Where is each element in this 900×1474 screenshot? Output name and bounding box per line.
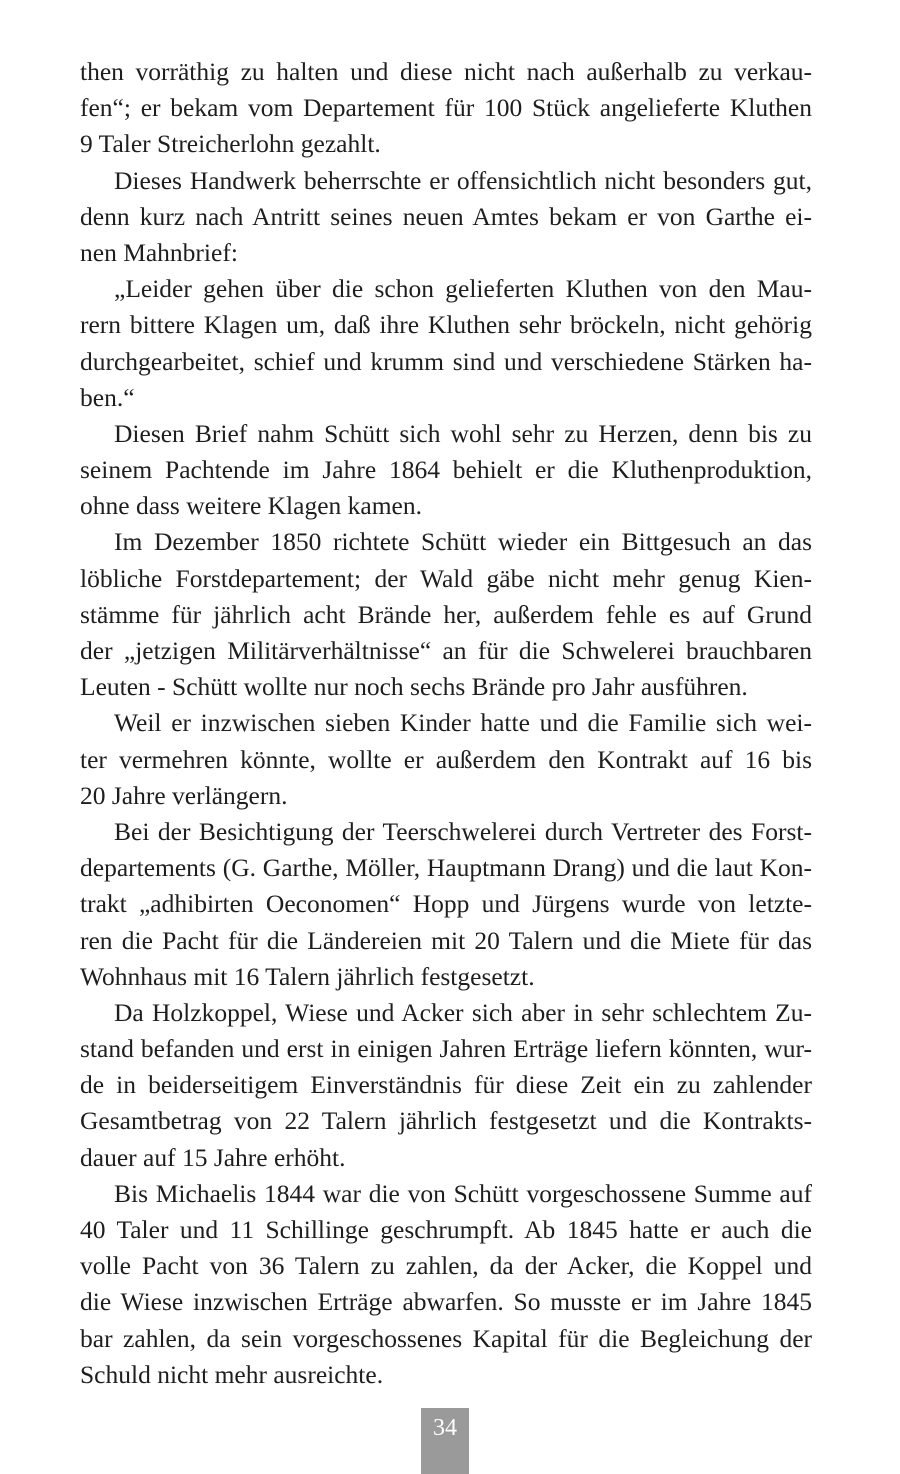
text-line: rern bittere Klagen um, daß ihre Kluthen sehr bröckeln, nicht gehörig [80, 310, 812, 340]
text-line: stand befanden und erst in einigen Jahren Erträge liefern könnten, wur- [80, 1034, 812, 1064]
text-line: Da Holzkoppel, Wiese und Acker sich aber in sehr schlechtem Zu- [114, 997, 812, 1027]
text-line: volle Pacht von 36 Talern zu zahlen, da der Acker, die Koppel und [80, 1251, 812, 1281]
text-line: Leuten - Schütt wollte nur noch sechs Brände pro Jahr ausführen. [80, 672, 748, 702]
text-line: nen Mahnbrief: [80, 237, 238, 267]
text-line: durchgearbeitet, schief und krumm sind und verschiedene Stärken ha- [80, 346, 812, 376]
paragraph-9 [80, 1176, 812, 1393]
text-line: 40 Taler und 11 Schillinge geschrumpft. Ab 1845 hatte er auch die [80, 1215, 812, 1244]
text-line: stämme für jährlich acht Brände her, außerdem fehle es auf Grund [80, 599, 812, 629]
text-line: Bis Michaelis 1844 war die von Schütt vorgeschossene Summe auf [114, 1178, 812, 1208]
text-line: seinem Pachtende im Jahre 1864 behielt er die Kluthenproduktion, [80, 455, 812, 485]
text-line: de in beiderseitigem Einverständnis für diese Zeit ein zu zahlender [80, 1070, 812, 1100]
text-line: 9 Taler Streicherlohn gezahlt. [80, 129, 381, 159]
text-line: Schuld nicht mehr ausreichte. [80, 1359, 384, 1389]
text-line: „Leider gehen über die schon gelieferten Kluthen von den Mau- [114, 274, 812, 304]
text-line: ter vermehren könnte, wollte er außerdem den Kontrakt auf 16 bis [80, 744, 812, 774]
text-line: Weil er inzwischen sieben Kinder hatte und die Familie sich wei- [114, 708, 812, 738]
text-line: Im Dezember 1850 richtete Schütt wieder ein Bittgesuch an das [114, 527, 812, 557]
text-line: löbliche Forstdepartement; der Wald gäbe nicht mehr genug Kien- [80, 563, 812, 593]
paragraph-2 [80, 163, 812, 272]
text-line: denn kurz nach Antritt seines neuen Amtes bekam er von Garthe ei- [80, 201, 812, 231]
text-line: Dieses Handwerk beherrschte er offensichtlich nicht besonders gut, [114, 165, 812, 195]
text-line: Wohnhaus mit 16 Talern jährlich festgesetzt. [80, 961, 535, 991]
text-line: trakt „adhibirten Oeconomen“ Hopp und Jürgens wurde von letzte- [80, 889, 812, 919]
text-line: die Wiese inzwischen Erträge abwarfen. So musste er im Jahre 1845 [80, 1287, 812, 1317]
text-line: Bei der Besichtigung der Teerschwelerei durch Vertreter des Forst- [114, 816, 812, 846]
paragraph-3-quote [80, 271, 812, 416]
paragraph-7 [80, 814, 812, 995]
text-line: der „jetzigen Militärverhältnisse“ an für die Schwelerei brauchbaren [80, 636, 812, 665]
text-line: ren die Pacht für die Ländereien mit 20 Talern und die Miete für das [80, 925, 812, 955]
text-line: then vorräthig zu halten und diese nicht nach außerhalb zu verkau- [80, 57, 812, 86]
paragraph-1 [80, 54, 812, 163]
text-line: Diesen Brief nahm Schütt sich wohl sehr zu Herzen, denn bis zu [114, 418, 812, 448]
text-line: ohne dass weitere Klagen kamen. [80, 491, 422, 521]
paragraph-5 [80, 524, 812, 705]
text-line: departements (G. Garthe, Möller, Hauptmann Drang) und die laut Kon- [80, 853, 812, 883]
text-line: fen“; er bekam vom Departement für 100 Stück angelieferte Kluthen [80, 93, 812, 123]
text-line: Gesamtbetrag von 22 Talern jährlich festgesetzt und die Kontrakts- [80, 1106, 812, 1136]
paragraph-4 [80, 416, 812, 525]
text-line: dauer auf 15 Jahre erhöht. [80, 1142, 346, 1172]
text-line: ben.“ [80, 382, 135, 412]
text-line: bar zahlen, da sein vorgeschossenes Kapital für die Begleichung der [80, 1323, 812, 1353]
paragraph-6 [80, 705, 812, 814]
paragraph-8 [80, 995, 812, 1176]
text-line: 20 Jahre verlängern. [80, 780, 288, 810]
body-text [80, 54, 812, 1393]
page-number: 34 [421, 1408, 469, 1474]
